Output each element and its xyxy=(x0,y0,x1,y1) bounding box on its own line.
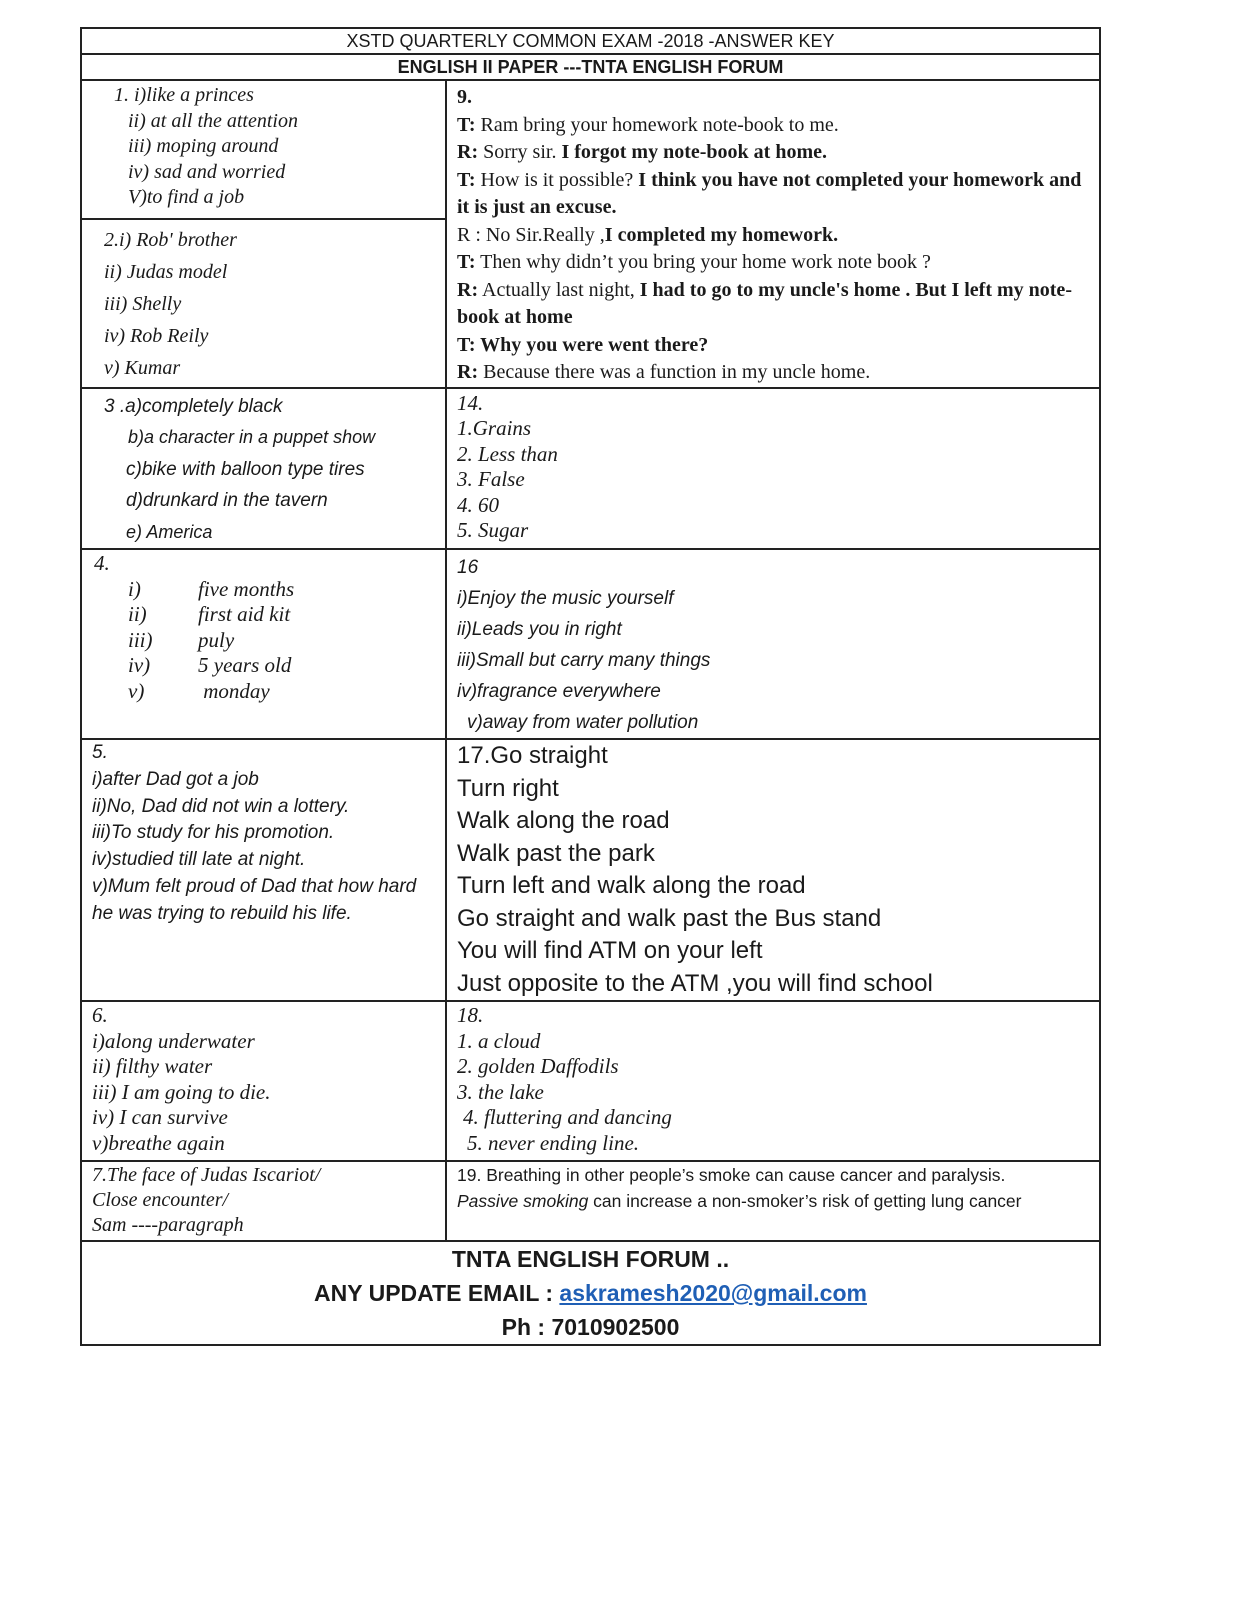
direction-step: Walk along the road xyxy=(457,807,670,834)
paper-subtitle: ENGLISH II PAPER ---TNTA ENGLISH FORUM xyxy=(81,54,1100,80)
dialogue-line: T: How is it possible? I think you have not completed your homework and it is just an excuse. xyxy=(457,168,1082,218)
q14-answer: 4. 60 xyxy=(457,492,499,517)
q4-answer: i) five months xyxy=(128,576,295,601)
q14-answer: 5. Sugar xyxy=(457,518,529,542)
dialogue-line: T: Ram bring your homework note-book to me. xyxy=(457,113,839,136)
q4-number: 4. xyxy=(94,551,110,575)
q18-answer: 1. a cloud xyxy=(457,1028,541,1053)
q6-answer: v)breathe again xyxy=(92,1130,225,1155)
speaker: R: xyxy=(457,278,479,301)
direction-step: 17.Go straight xyxy=(457,742,608,769)
q14-cell xyxy=(446,388,1100,550)
q16-answer: i)Enjoy the music yourself xyxy=(457,588,674,609)
q5-answer: ii)No, Dad did not win a lottery. xyxy=(92,795,350,817)
dialogue-line: R: Actually last night, I had to go to my uncle's home . But I left my note-book at home xyxy=(457,278,1072,328)
direction-step: Go straight and walk past the Bus stand xyxy=(457,904,882,932)
q4-answer: ii) first aid kit xyxy=(128,602,291,626)
q9-number: 9. xyxy=(457,86,472,108)
q16-cell xyxy=(446,549,1100,739)
q16-number: 16 xyxy=(457,557,479,578)
footer-cell xyxy=(81,1241,1100,1345)
q6-answer: iii) I am going to die. xyxy=(92,1079,271,1104)
q16-answer: ii)Leads you in right xyxy=(457,619,622,640)
q7-answer: Close encounter/ xyxy=(92,1189,229,1211)
q4-cell xyxy=(81,549,446,739)
q19-line: 19. Breathing in other people’s smoke can cause cancer and paralysis. xyxy=(457,1165,1006,1185)
q9-cell xyxy=(446,80,1100,388)
q1-cell xyxy=(81,80,446,219)
dialogue-line: R: Because there was a function in my uncle home. xyxy=(457,361,871,383)
q18-answer: 3. the lake xyxy=(457,1079,544,1104)
q19-line: Passive smoking can increase a non-smoker’s risk of getting lung cancer xyxy=(457,1190,1022,1211)
q6-number: 6. xyxy=(92,1003,108,1027)
q5-number: 5. xyxy=(92,742,108,763)
q18-number: 18. xyxy=(457,1003,484,1027)
q14-answer: 3. False xyxy=(457,467,525,491)
q5-answer: i)after Dad got a job xyxy=(92,768,259,790)
email-link[interactable]: askramesh2020@gmail.com xyxy=(559,1280,867,1306)
dialogue-line: R: Sorry sir. I forgot my note-book at home. xyxy=(457,141,827,163)
q1-answer: 1. i)like a princes xyxy=(114,84,254,106)
q18-answer: 4. fluttering and dancing xyxy=(463,1105,672,1129)
dialogue-line: T: Then why didn’t you bring your home work note book ? xyxy=(457,251,931,273)
direction-step: Just opposite to the ATM ,you will find school xyxy=(457,969,933,997)
exam-title: XSTD QUARTERLY COMMON EXAM -2018 -ANSWER KEY xyxy=(81,28,1100,54)
speaker: T: xyxy=(457,113,476,136)
q3-answer: d)drunkard in the tavern xyxy=(126,490,328,511)
q2-answer: iii) Shelly xyxy=(104,292,182,315)
q18-answer: 5. never ending line. xyxy=(467,1130,640,1155)
q5-cell xyxy=(81,739,446,1001)
dialogue-line: R : No Sir.Really ,I completed my homework. xyxy=(457,223,839,246)
speaker: T: xyxy=(457,168,476,191)
q16-answer: iii)Small but carry many things xyxy=(457,650,711,671)
dialogue-line: T: Why you were went there? xyxy=(457,333,709,356)
q14-answer: 1.Grains xyxy=(457,416,532,440)
speaker: R: xyxy=(457,141,479,163)
q5-answer: iii)To study for his promotion. xyxy=(92,822,335,844)
q6-cell xyxy=(81,1001,446,1161)
q4-answer: iv) 5 years old xyxy=(128,653,292,677)
q1-answer: ii) at all the attention xyxy=(128,109,298,132)
phone-number: Ph : 7010902500 xyxy=(501,1314,680,1340)
forum-name: TNTA ENGLISH FORUM .. xyxy=(451,1246,730,1272)
q16-answer: iv)fragrance everywhere xyxy=(457,681,661,702)
q6-answer: iv) I can survive xyxy=(92,1105,228,1129)
q5-answer: iv)studied till late at night. xyxy=(92,849,306,871)
q7-answer: Sam ----paragraph xyxy=(92,1214,244,1236)
q2-answer: 2.i) Rob' brother xyxy=(104,228,237,251)
q19-cell xyxy=(446,1161,1100,1241)
q4-answer: v) monday xyxy=(128,678,270,703)
q4-answer: iii) puly xyxy=(128,627,235,652)
answer-key-sheet xyxy=(80,27,1099,1346)
q2-cell xyxy=(81,219,446,388)
q6-answer: ii) filthy water xyxy=(92,1054,213,1078)
q17-cell xyxy=(446,739,1100,1001)
direction-step: You will find ATM on your left xyxy=(457,937,763,964)
q18-cell xyxy=(446,1001,1100,1161)
q2-answer: ii) Judas model xyxy=(104,260,228,283)
speaker: T: xyxy=(457,333,476,356)
q3-answer: b)a character in a puppet show xyxy=(128,427,376,447)
q16-answer: v)away from water pollution xyxy=(467,712,699,733)
speaker: T: xyxy=(457,251,476,273)
q7-cell xyxy=(81,1161,446,1241)
q1-answer: V)to find a job xyxy=(128,186,245,208)
direction-step: Walk past the park xyxy=(457,839,655,867)
direction-step: Turn right xyxy=(457,774,559,802)
q5-answer: v)Mum felt proud of Dad that how hard he was trying to rebuild his life. xyxy=(92,875,417,924)
q14-number: 14. xyxy=(457,390,484,415)
speaker: R: xyxy=(457,361,479,383)
speaker: R : xyxy=(457,223,486,246)
q18-answer: 2. golden Daffodils xyxy=(457,1054,619,1078)
q1-answer: iv) sad and worried xyxy=(128,160,286,183)
q7-answer: 7.The face of Judas Iscariot/ xyxy=(92,1164,321,1186)
contact-email-line: ANY UPDATE EMAIL : askramesh2020@gmail.com xyxy=(314,1280,867,1306)
q3-answer: e) America xyxy=(126,521,213,542)
q2-answer: iv) Rob Reily xyxy=(104,324,209,347)
q3-answer: 3 .a)completely black xyxy=(104,395,283,417)
answer-key-table xyxy=(80,27,1101,1346)
q6-answer: i)along underwater xyxy=(92,1028,255,1053)
q1-answer: iii) moping around xyxy=(128,135,279,157)
q14-answer: 2. Less than xyxy=(457,441,558,466)
direction-step: Turn left and walk along the road xyxy=(457,872,806,899)
q3-cell xyxy=(81,388,446,550)
q3-answer: c)bike with balloon type tires xyxy=(126,458,365,480)
q2-answer: v) Kumar xyxy=(104,356,181,379)
